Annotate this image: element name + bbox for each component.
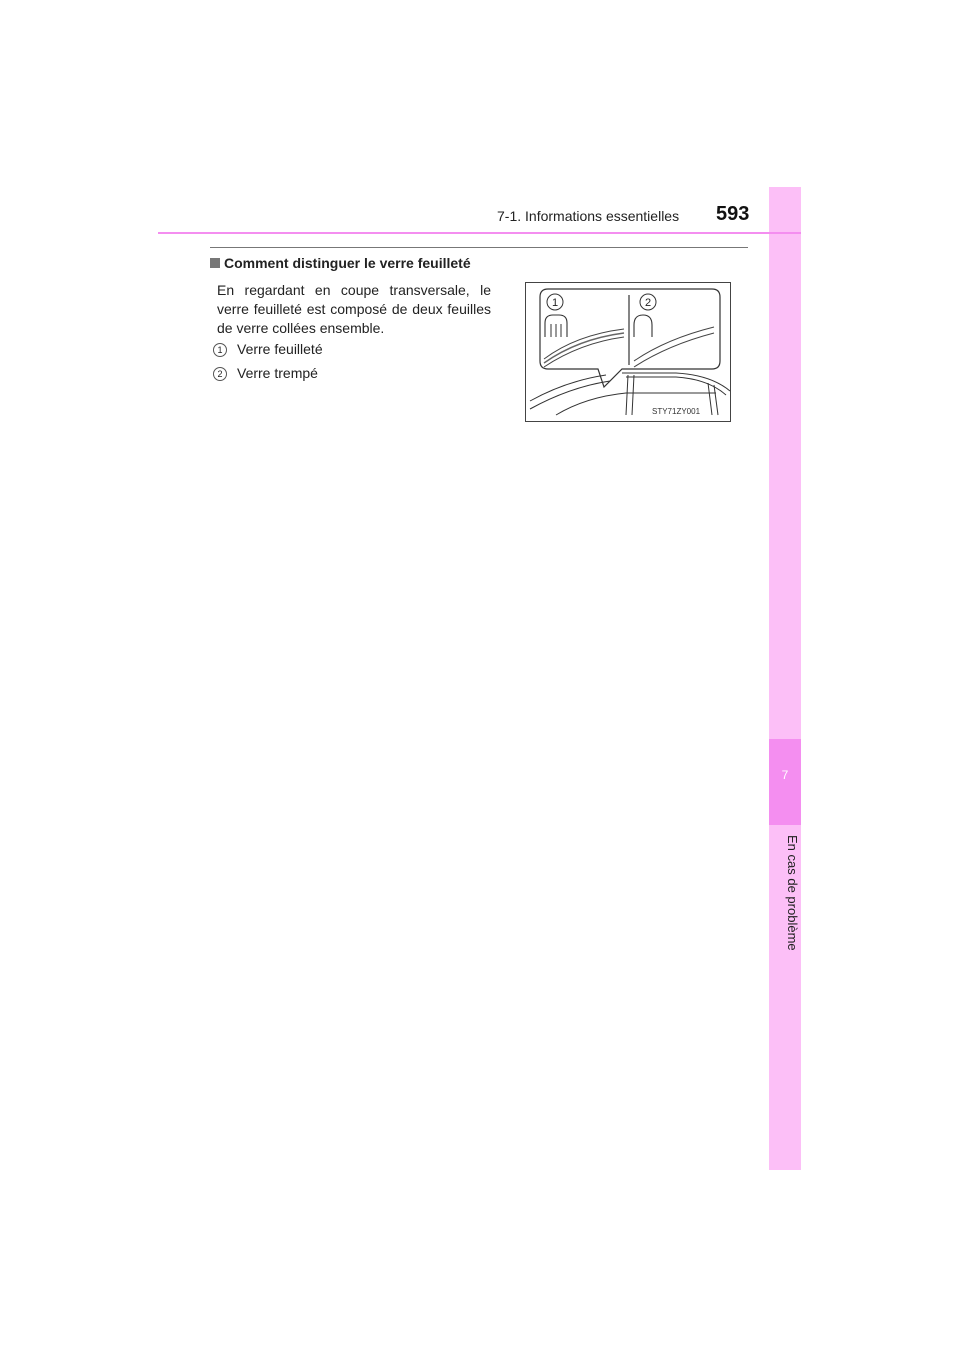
page-number: 593 bbox=[716, 203, 750, 225]
section-heading-text: Comment distinguer le verre feuilleté bbox=[224, 255, 471, 271]
description-paragraph: En regardant en coupe transversale, le verre feuilleté est composé de deux feuilles de verre collées ensemble. bbox=[217, 282, 491, 336]
item-number-badge: 1 bbox=[213, 343, 227, 357]
chapter-title: En cas de problème bbox=[785, 835, 800, 951]
callout-2-label: 2 bbox=[644, 297, 652, 309]
glass-illustration bbox=[525, 282, 731, 422]
item-number-badge: 2 bbox=[213, 367, 227, 381]
list-item bbox=[213, 365, 318, 381]
chapter-number: 7 bbox=[781, 768, 789, 782]
glass-illustration-svg bbox=[526, 283, 732, 423]
list-item bbox=[213, 341, 323, 357]
chapter-side-tab bbox=[769, 187, 801, 1170]
figure-code: STY71ZY001 bbox=[652, 407, 701, 416]
item-label: Verre feuilleté bbox=[237, 341, 323, 357]
item-label: Verre trempé bbox=[237, 365, 318, 381]
header-section-title: 7-1. Informations essentielles bbox=[497, 208, 680, 224]
content-divider bbox=[210, 247, 748, 248]
header-rule bbox=[158, 232, 801, 234]
chapter-number-tab bbox=[769, 739, 801, 825]
section-heading bbox=[210, 255, 471, 271]
square-bullet-icon bbox=[210, 258, 220, 268]
callout-1-label: 1 bbox=[551, 297, 559, 309]
